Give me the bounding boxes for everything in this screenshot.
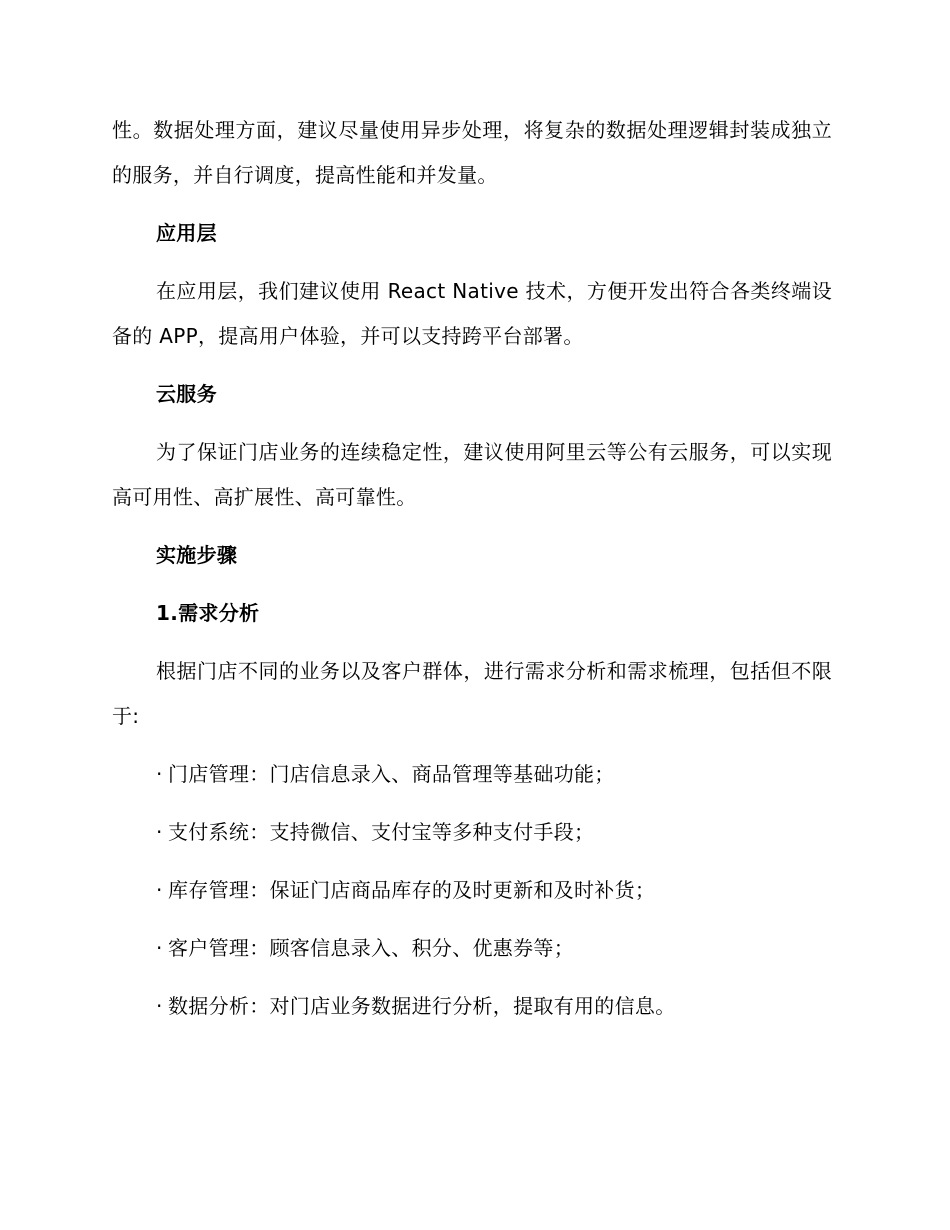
requirements-analysis-paragraph: 根据门店不同的业务以及客户群体，进行需求分析和需求梳理，包括但不限于: [112, 659, 832, 728]
requirements-list [112, 752, 832, 1029]
list-item-data-analysis [156, 984, 832, 1029]
list-item-text: 库存管理：保证门店商品库存的及时更新和及时补货； [168, 878, 656, 902]
list-item-text: 支付系统：支持微信、支付宝等多种支付手段； [168, 820, 595, 844]
cloud-service-paragraph: 为了保证门店业务的连续稳定性，建议使用阿里云等公有云服务，可以实现高可用性、高扩展性、高可靠性。 [112, 440, 832, 509]
list-item-text: 客户管理：顾客信息录入、积分、优惠券等； [168, 936, 574, 960]
cloud-service-heading: 云服务 [156, 382, 217, 406]
list-item-text: 门店管理：门店信息录入、商品管理等基础功能； [168, 762, 615, 786]
intro-paragraph: 性。数据处理方面，建议尽量使用异步处理，将复杂的数据处理逻辑封装成独立的服务，并自行调度，提高性能和并发量。 [112, 118, 832, 187]
bullet-icon: · [156, 820, 163, 844]
list-item-store-management [156, 752, 832, 797]
bullet-icon: · [156, 878, 163, 902]
bullet-icon: · [156, 762, 163, 786]
implementation-steps-heading: 实施步骤 [156, 543, 238, 567]
app-layer-heading: 应用层 [156, 221, 217, 245]
app-layer-paragraph: 在应用层，我们建议使用 React Native 技术，方便开发出符合各类终端设备的 APP，提高用户体验，并可以支持跨平台部署。 [112, 279, 832, 348]
bullet-icon: · [156, 994, 163, 1018]
document-body [112, 108, 832, 1042]
list-item-customer-management [156, 926, 832, 971]
requirements-analysis-heading: 1.需求分析 [156, 601, 260, 625]
list-item-payment-system [156, 810, 832, 855]
list-item-text: 数据分析：对门店业务数据进行分析，提取有用的信息。 [168, 994, 676, 1018]
list-item-inventory-management [156, 868, 832, 913]
bullet-icon: · [156, 936, 163, 960]
